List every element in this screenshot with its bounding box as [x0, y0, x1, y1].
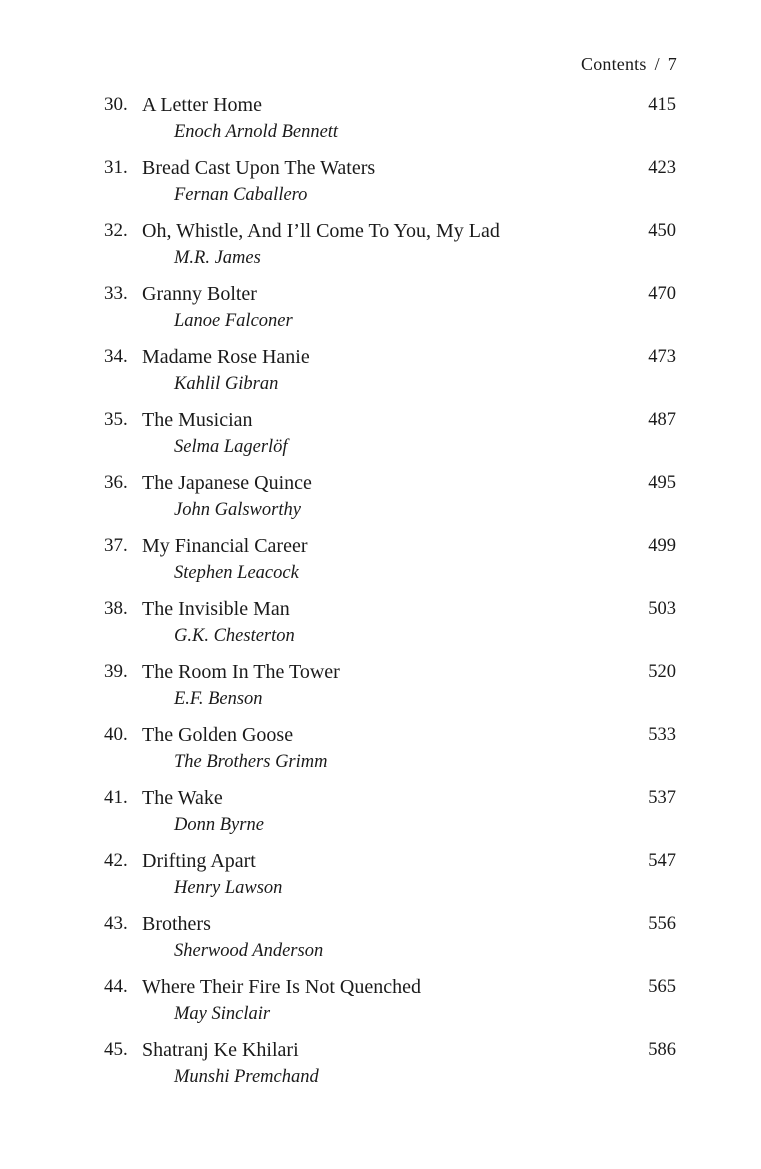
entry-author: Henry Lawson	[174, 878, 283, 898]
entry-page-number: 556	[648, 914, 676, 934]
entry-number: 42.	[104, 850, 128, 871]
entry-number: 45.	[104, 1039, 128, 1060]
entry-title: Granny Bolter	[142, 283, 257, 305]
table-of-contents	[0, 92, 761, 1100]
entry-author: Sherwood Anderson	[174, 941, 324, 961]
entry-title: My Financial Career	[142, 535, 308, 557]
entry-author: G.K. Chesterton	[174, 626, 295, 646]
entry-title: The Musician	[142, 409, 253, 431]
entry-page-number: 565	[648, 977, 676, 997]
toc-entry	[0, 407, 761, 470]
entry-author: Munshi Premchand	[174, 1067, 319, 1087]
entry-title: Bread Cast Upon The Waters	[142, 157, 376, 179]
entry-number: 34.	[104, 346, 128, 367]
entry-title: Shatranj Ke Khilari	[142, 1039, 299, 1061]
entry-number: 32.	[104, 220, 128, 241]
toc-entry	[0, 911, 761, 974]
entry-page-number: 423	[648, 158, 676, 178]
entry-author: The Brothers Grimm	[174, 752, 328, 772]
entry-title: Where Their Fire Is Not Quenched	[142, 976, 421, 998]
header-page-number: 7	[667, 54, 677, 74]
toc-entry	[0, 533, 761, 596]
entry-page-number: 503	[648, 599, 676, 619]
entry-title: Brothers	[142, 913, 211, 935]
entry-number: 36.	[104, 472, 128, 493]
entry-number: 35.	[104, 409, 128, 430]
entry-page-number: 495	[648, 473, 676, 493]
entry-author: Lanoe Falconer	[174, 311, 293, 331]
entry-number: 37.	[104, 535, 128, 556]
toc-entry	[0, 785, 761, 848]
entry-author: M.R. James	[174, 248, 261, 268]
entry-number: 40.	[104, 724, 128, 745]
entry-number: 44.	[104, 976, 128, 997]
entry-number: 39.	[104, 661, 128, 682]
toc-entry	[0, 1037, 761, 1100]
entry-number: 41.	[104, 787, 128, 808]
entry-page-number: 533	[648, 725, 676, 745]
entry-page-number: 470	[648, 284, 676, 304]
entry-page-number: 586	[648, 1040, 676, 1060]
toc-entry	[0, 722, 761, 785]
entry-number: 30.	[104, 94, 128, 115]
header-separator: /	[654, 54, 660, 74]
toc-entry	[0, 974, 761, 1037]
toc-entry	[0, 92, 761, 155]
toc-entry	[0, 344, 761, 407]
entry-number: 43.	[104, 913, 128, 934]
entry-number: 33.	[104, 283, 128, 304]
entry-author: John Galsworthy	[174, 500, 301, 520]
running-header	[581, 54, 677, 75]
entry-title: A Letter Home	[142, 94, 262, 116]
entry-title: Oh, Whistle, And I’ll Come To You, My Lad	[142, 220, 500, 242]
entry-number: 38.	[104, 598, 128, 619]
toc-entry	[0, 281, 761, 344]
entry-page-number: 547	[648, 851, 676, 871]
entry-page-number: 520	[648, 662, 676, 682]
toc-entry	[0, 596, 761, 659]
entry-page-number: 499	[648, 536, 676, 556]
entry-title: Drifting Apart	[142, 850, 256, 872]
entry-title: The Japanese Quince	[142, 472, 312, 494]
entry-author: Selma Lagerlöf	[174, 437, 288, 457]
entry-title: The Golden Goose	[142, 724, 294, 746]
toc-entry	[0, 155, 761, 218]
entry-author: Fernan Caballero	[174, 185, 308, 205]
entry-page-number: 450	[648, 221, 676, 241]
entry-page-number: 487	[648, 410, 676, 430]
entry-number: 31.	[104, 157, 128, 178]
entry-author: Donn Byrne	[174, 815, 264, 835]
entry-title: The Wake	[142, 787, 223, 809]
entry-author: Kahlil Gibran	[174, 374, 279, 394]
header-section-title: Contents	[580, 54, 647, 74]
entry-title: The Invisible Man	[142, 598, 290, 620]
toc-entry	[0, 470, 761, 533]
entry-title: Madame Rose Hanie	[142, 346, 310, 368]
toc-entry	[0, 659, 761, 722]
entry-author: E.F. Benson	[174, 689, 263, 709]
toc-entry	[0, 218, 761, 281]
entry-author: May Sinclair	[174, 1004, 271, 1024]
entry-author: Stephen Leacock	[174, 563, 299, 583]
entry-author: Enoch Arnold Bennett	[174, 122, 339, 142]
entry-title: The Room In The Tower	[142, 661, 340, 683]
entry-page-number: 415	[648, 95, 676, 115]
toc-entry	[0, 848, 761, 911]
entry-page-number: 537	[648, 788, 676, 808]
entry-page-number: 473	[648, 347, 676, 367]
